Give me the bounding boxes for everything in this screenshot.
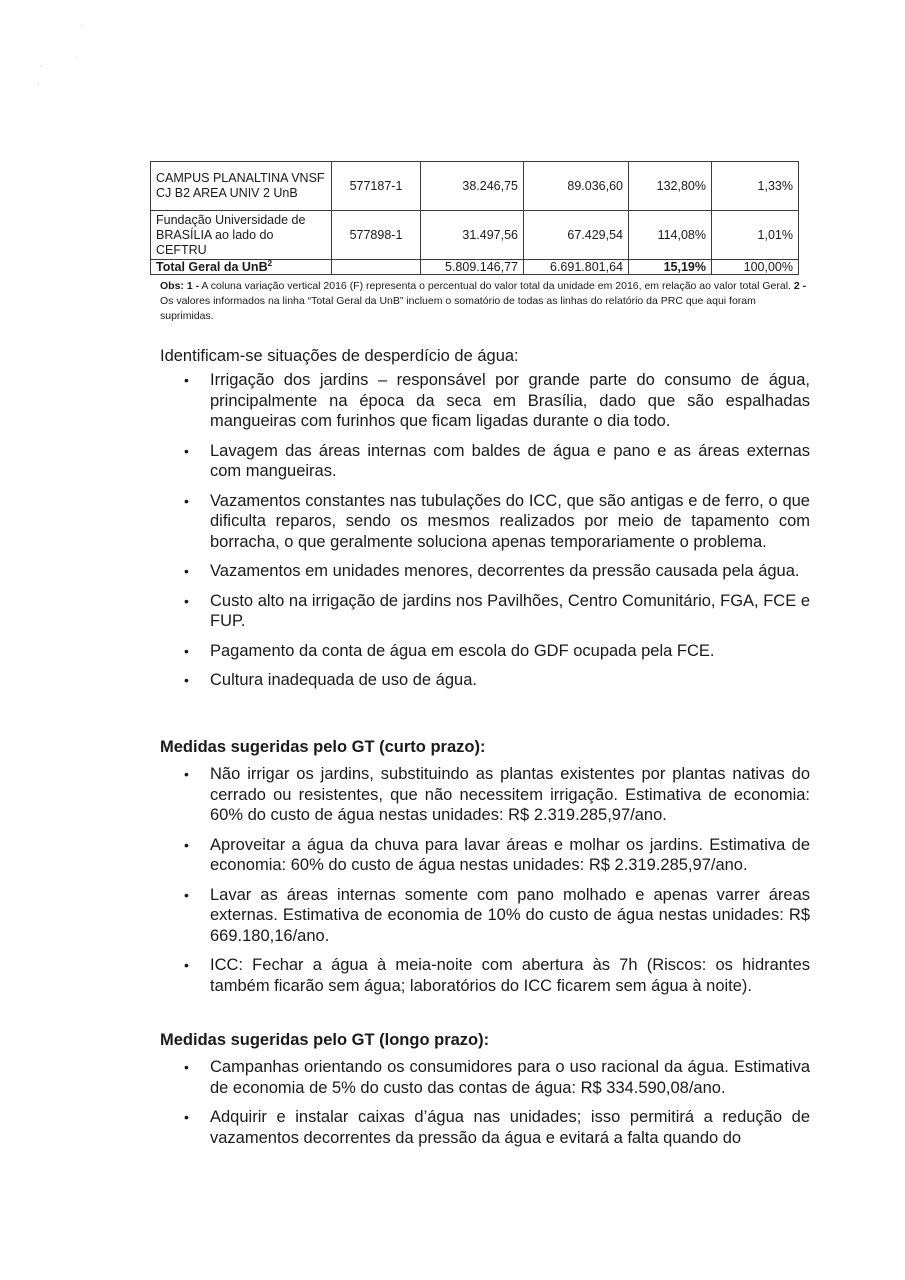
table-footnote <box>160 279 810 324</box>
waste-intro: Identificam-se situações de desperdício de água: <box>160 347 519 365</box>
obs-label: Obs: 1 - <box>160 280 200 292</box>
list-item: • Lavagem das áreas internas com baldes de água e pano e as áreas externas com mangueiras. <box>184 441 810 482</box>
table-row <box>151 211 799 260</box>
variation-cell: 132,80% <box>629 162 712 211</box>
total-label-cell <box>151 260 332 275</box>
long-term-list <box>184 1057 810 1157</box>
list-item: • Adquirir e instalar caixas d’água nas unidades; isso permitirá a redução de vazamentos decorrentes da pressão da água e evitará a falta quando do <box>184 1107 810 1148</box>
list-item: • Vazamentos em unidades menores, decorrentes da pressão causada pela água. <box>184 561 810 582</box>
share-cell: 100,00% <box>712 260 799 275</box>
value-2016-cell: 89.036,60 <box>524 162 629 211</box>
footnote-mark: 2 <box>267 258 273 268</box>
share-cell: 1,33% <box>712 162 799 211</box>
total-label: Total Geral da UnB <box>156 260 268 274</box>
long-term-heading: Medidas sugeridas pelo GT (longo prazo): <box>160 1031 490 1049</box>
table-row <box>151 162 799 211</box>
value-2015-cell: 5.809.146,77 <box>421 260 524 275</box>
account-code-cell <box>332 260 421 275</box>
unit-name-cell: CAMPUS PLANALTINA VNSF CJ B2 AREA UNIV 2 UnB <box>151 162 332 211</box>
obs-text-1: A coluna variação vertical 2016 (F) representa o percentual do valor total da unidade em 2016, em relação ao valor total Geral. <box>199 280 794 292</box>
variation-cell: 114,08% <box>629 211 712 260</box>
waste-list <box>184 370 810 700</box>
list-item: • Lavar as áreas internas somente com pano molhado e apenas varrer áreas externas. Estimativa de economia de 10% do custo de água nestas unidades: R$ 669.180,16/ano. <box>184 885 810 947</box>
list-item: • Irrigação dos jardins – responsável por grande parte do consumo de água, principalmente na época da seca em Brasília, dado que são espalhadas mangueiras com furinhos que ficam ligadas durante o dia todo. <box>184 370 810 432</box>
value-2016-cell: 67.429,54 <box>524 211 629 260</box>
list-item: • Vazamentos constantes nas tubulações do ICC, que são antigas e de ferro, o que dificulta reparos, sendo os mesmos realizados por meio de tapamento com borracha, o que geralmente soluciona apenas temporariamente o problema. <box>184 491 810 553</box>
list-item: • ICC: Fechar a água à meia-noite com abertura às 7h (Riscos: os hidrantes também ficarão sem água; laboratórios do ICC ficarem sem água à noite). <box>184 955 810 996</box>
obs-label-2: 2 - <box>793 280 807 292</box>
scan-speck: . <box>76 54 78 60</box>
water-cost-table <box>150 161 799 275</box>
account-code-cell: 577187-1 <box>332 162 421 211</box>
list-item: • Pagamento da conta de água em escola do GDF ocupada pela FCE. <box>184 641 810 662</box>
share-cell: 1,01% <box>712 211 799 260</box>
value-2015-cell: 38.246,75 <box>421 162 524 211</box>
variation-cell: 15,19% <box>629 260 712 275</box>
list-item: • Cultura inadequada de uso de água. <box>184 670 810 691</box>
scan-speck: ' <box>38 84 40 90</box>
list-item: • Custo alto na irrigação de jardins nos Pavilhões, Centro Comunitário, FGA, FCE e FUP. <box>184 591 810 632</box>
list-item: • Campanhas orientando os consumidores para o uso racional da água. Estimativa de economia de 5% do custo das contas de água: R$ 334.590,08/ano. <box>184 1057 810 1098</box>
account-code-cell: 577898-1 <box>332 211 421 260</box>
value-2015-cell: 31.497,56 <box>421 211 524 260</box>
short-term-list <box>184 764 810 1005</box>
obs-text-2: Os valores informados na linha “Total Geral da UnB” incluem o somatório de todas as linhas do relatório da PRC que aqui foram suprimidas. <box>160 295 756 322</box>
value-2016-cell: 6.691.801,64 <box>524 260 629 275</box>
scan-speck: , <box>40 62 42 68</box>
short-term-heading: Medidas sugeridas pelo GT (curto prazo): <box>160 738 486 756</box>
list-item: • Não irrigar os jardins, substituindo as plantas existentes por plantas nativas do cerrado ou resistentes, que não necessitem irrigação. Estimativa de economia: 60% do custo de água nestas unidades: R$ 2.319.285,97/ano. <box>184 764 810 826</box>
scan-speck: ' <box>82 26 84 32</box>
total-row <box>151 260 799 275</box>
unit-name-cell: Fundação Universidade de BRASÍLIA ao lado do CEFTRU <box>151 211 332 260</box>
list-item: • Aproveitar a água da chuva para lavar áreas e molhar os jardins. Estimativa de economia: 60% do custo de água nestas unidades: R$ 2.319.285,97/ano. <box>184 835 810 876</box>
